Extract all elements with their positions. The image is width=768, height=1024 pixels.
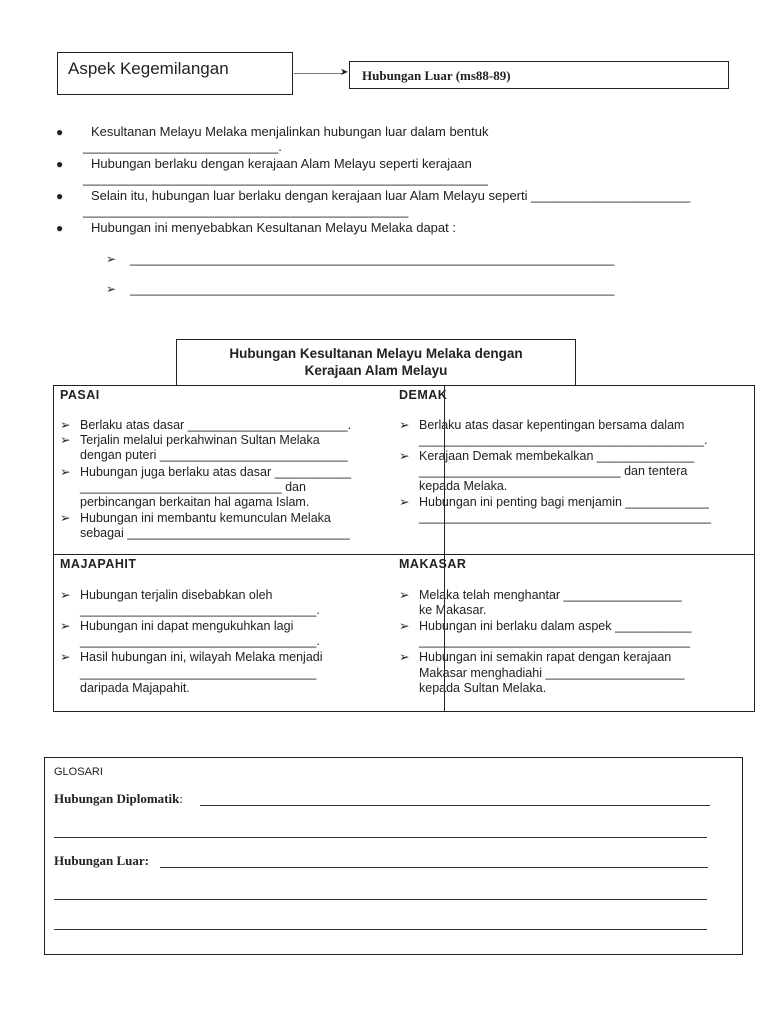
- bullet-list: [0, 124, 768, 334]
- arrow-right-icon: ➤: [340, 67, 349, 78]
- table-title: [176, 339, 576, 386]
- arrow-bullet-icon: ➢: [60, 650, 71, 664]
- answer-line[interactable]: _____________________________________________: [83, 203, 409, 218]
- arrow-bullet-icon: ➢: [60, 465, 71, 479]
- arrow-bullet-icon: ➢: [60, 511, 71, 525]
- answer-line[interactable]: [54, 899, 707, 900]
- table-divider: [54, 554, 754, 555]
- glosari-term-diplomatik: Hubungan Diplomatik:: [54, 791, 183, 806]
- arrow-bullet-icon: ➢: [399, 418, 410, 432]
- answer-line[interactable]: [54, 837, 707, 838]
- arrow-bullet-icon: ➢: [399, 495, 410, 509]
- answer-line[interactable]: [160, 867, 708, 868]
- bullet-dot: ●: [56, 125, 64, 139]
- arrow-bullet-icon: ➢: [60, 619, 71, 633]
- glosari-term-luar: Hubungan Luar:: [54, 853, 150, 868]
- cell-title-demak: DEMAK: [399, 388, 448, 402]
- bullet-text: Hubungan berlaku dengan kerajaan Alam Melayu seperti kerajaan: [91, 156, 472, 171]
- arrow-bullet-icon: ➢: [399, 449, 410, 463]
- cell-title-pasai: PASAI: [60, 388, 100, 402]
- table-title-line1: Hubungan Kesultanan Melayu Melaka dengan: [229, 346, 523, 361]
- topic-box: [349, 61, 729, 89]
- arrow-bullet-icon: ➢: [399, 619, 410, 633]
- bullet-text: Selain itu, hubungan luar berlaku dengan kerajaan luar Alam Melayu seperti ______________________: [91, 188, 691, 203]
- arrow-bullet-icon: ➢: [399, 588, 410, 602]
- glosari-title: GLOSARI: [54, 766, 103, 778]
- bullet-dot: ●: [56, 157, 64, 171]
- arrow-bullet-icon: ➢: [106, 252, 117, 266]
- arrow-bullet-icon: ➢: [60, 433, 71, 447]
- aspek-label: Aspek Kegemilangan: [68, 59, 229, 78]
- answer-line[interactable]: ___________________________________________________________________: [130, 281, 615, 296]
- aspek-box: [57, 52, 293, 95]
- bullet-text: Kesultanan Melayu Melaka menjalinkan hubungan luar dalam bentuk: [91, 124, 489, 139]
- relations-table: PASAI ➢ Berlaku atas dasar _______________________. ➢ Terjalin melalui perkahwinan Sultan Melaka dengan puteri ___________________________ ➢ Hubungan juga berlaku atas dasar ___________ _____________________________ dan perbincangan berkaitan hal agama Islam. ➢ Hubungan ini membantu kemunculan Melaka sebagai ________________________________ DEMAK ➢ Berlaku atas dasar kepentingan bersama dalam _________________________________________. ➢ Kerajaan Demak membekalkan ______________ _____________________________ dan tentera kepada Melaka. ➢ Hubungan ini penting bagi menjamin ____________ __________________________________________ MAJAPAHIT ➢ Hubungan terjalin disebabkan oleh __________________________________. ➢ Hubungan ini dapat mengukuhkan lagi __________________________________. ➢ Hasil hubungan ini, wilayah Melaka menjadi __________________________________ daripada Majapahit. MAKASAR ➢ Melaka telah menghantar _________________ ke Makasar. ➢ Hubungan ini berlaku dalam aspek ___________ _______________________________________ ➢ Hubungan ini semakin rapat dengan kerajaan Makasar menghadiahi ____________________ kepada Sultan Melaka.: [53, 385, 755, 712]
- cell-title-majapahit: MAJAPAHIT: [60, 557, 137, 571]
- glosari-box: [44, 757, 743, 955]
- answer-line[interactable]: [54, 929, 707, 930]
- bullet-text: Hubungan ini menyebabkan Kesultanan Melayu Melaka dapat :: [91, 220, 456, 235]
- answer-line[interactable]: [200, 805, 710, 806]
- answer-line[interactable]: ___________________________.: [83, 139, 282, 154]
- arrow-bullet-icon: ➢: [399, 650, 410, 664]
- answer-line[interactable]: ___________________________________________________________________: [130, 251, 615, 266]
- bullet-dot: ●: [56, 189, 64, 203]
- connector-line: [294, 73, 342, 74]
- topic-label: Hubungan Luar (ms88-89): [362, 68, 511, 83]
- arrow-bullet-icon: ➢: [60, 588, 71, 602]
- cell-title-makasar: MAKASAR: [399, 557, 467, 571]
- answer-line[interactable]: ________________________________________________________: [83, 171, 488, 186]
- table-title-line2: Kerajaan Alam Melayu: [304, 363, 448, 378]
- arrow-bullet-icon: ➢: [60, 418, 71, 432]
- arrow-bullet-icon: ➢: [106, 282, 117, 296]
- bullet-dot: ●: [56, 221, 64, 235]
